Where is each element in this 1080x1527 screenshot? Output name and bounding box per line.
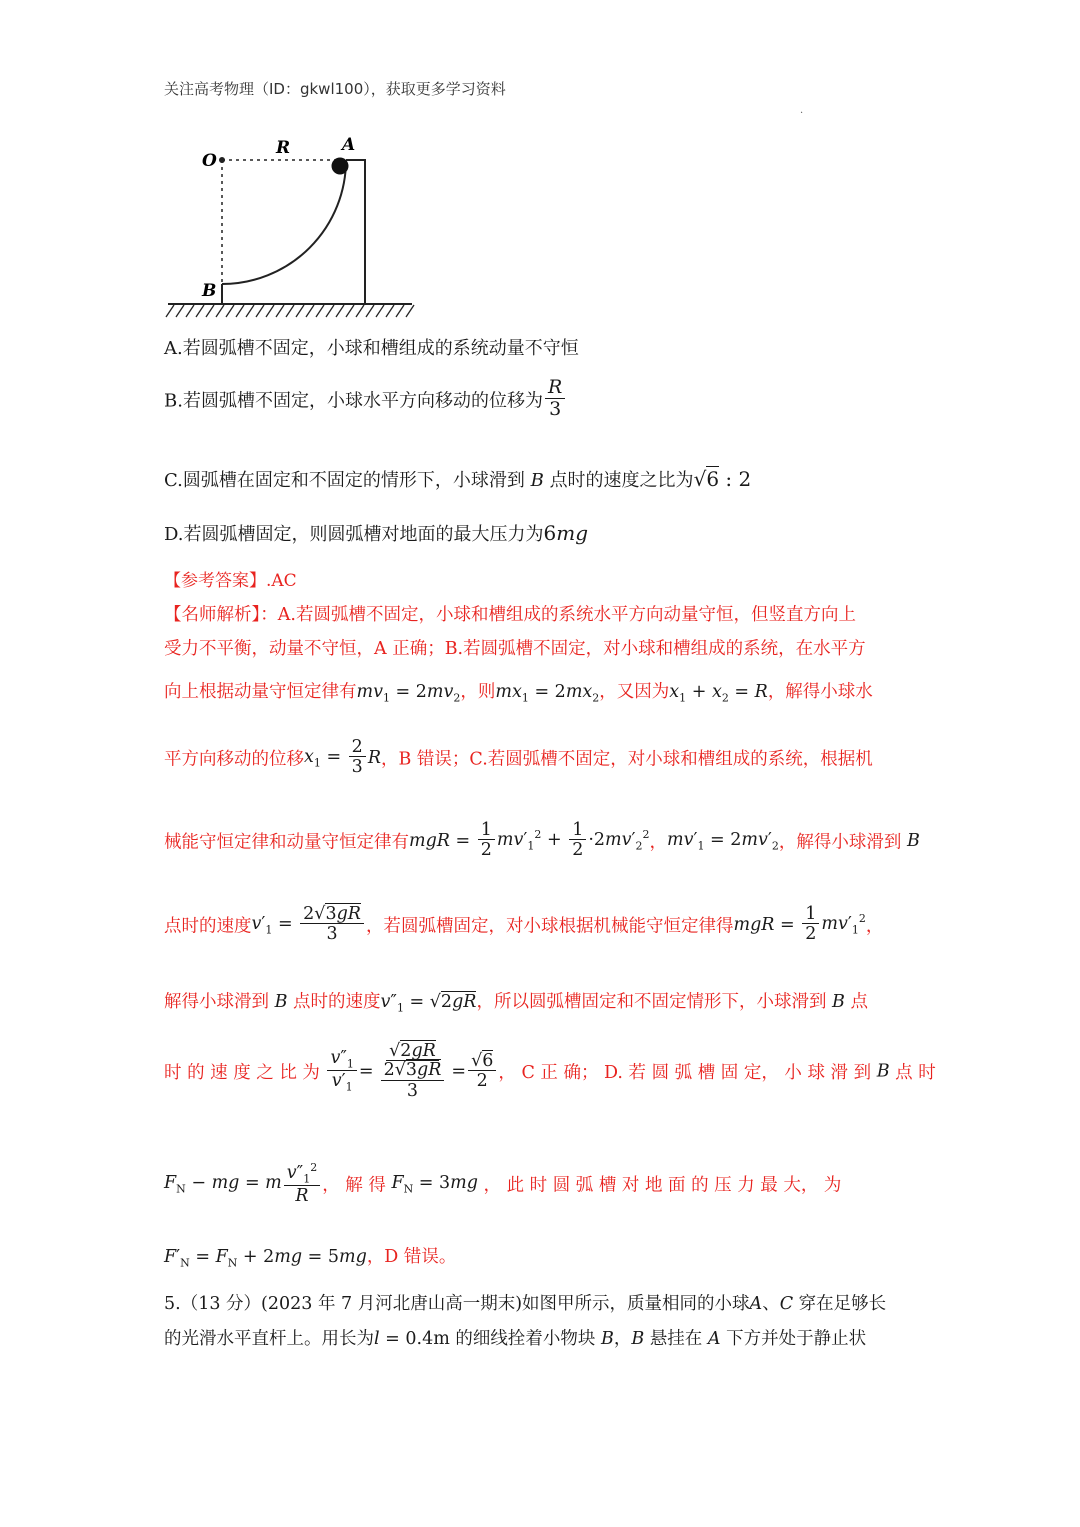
label-b: B bbox=[202, 281, 217, 301]
option-b: B.若圆弧槽不固定，小球水平方向移动的位移为 $\frac{R}{3}$ bbox=[164, 378, 567, 421]
analysis-line-1: 【名师解析】：A.若圆弧槽不固定，小球和槽组成的系统水平方向动量守恒，但竖直方向上 bbox=[164, 605, 856, 625]
option-a: A.若圆弧槽不固定，小球和槽组成的系统动量不守恒 bbox=[164, 338, 579, 359]
answer: 【参考答案】.AC bbox=[164, 571, 297, 591]
groove-figure bbox=[160, 128, 420, 320]
analysis-line-8: 时 的 速 度 之 比 为 $\frac{v''_1}{v'_1}$ = $\frac{√2gR}{\frac{2√3gR}{3}}$ = $\frac{√6}{2}$ ， C 正 确； D. 若 圆 弧 槽 固 定， 小 球 滑 到 B 点 时 bbox=[164, 1041, 936, 1101]
analysis-line-7: 解得小球滑到 B 点时的速度$v''_1 = √2gR$，所以圆弧槽固定和不固定情形下，小球滑到 B 点 bbox=[164, 992, 868, 1015]
label-o: O bbox=[202, 151, 217, 171]
analysis-line-2: 受力不平衡，动量不守恒，A 正确；B.若圆弧槽不固定，对小球和槽组成的系统，在水平方 bbox=[164, 639, 866, 659]
question-5-line-2: 的光滑水平直杆上。用长为l = 0.4m 的细线拴着小物块 B，B 悬挂在 A 下方并处于静止状 bbox=[164, 1329, 867, 1349]
page-header: 关注高考物理（ID：gkwl100），获取更多学习资料 bbox=[164, 80, 506, 98]
question-5-line-1: 5.（13 分）(2023 年 7 月河北唐山高一期末)如图甲所示，质量相同的小球A、C 穿在足够长 bbox=[164, 1294, 887, 1314]
analysis-line-6: 点时的速度$v'_1$ = $\frac{2√3gR}{3}$ ，若圆弧槽固定，对小球根据机械能守恒定律得mgR = $\frac{1}{2}$ $mv'_1^2$， bbox=[164, 904, 884, 945]
analysis-line-3: 向上根据动量守恒定律有$mv_1 = 2mv_2$，则$mx_1 = 2mx_2$，又因为$x_1 + x_2 = R$，解得小球水 bbox=[164, 682, 873, 705]
analysis-line-10: $F'_N = F_N + 2mg = 5mg$，D 错误。 bbox=[164, 1247, 457, 1270]
label-a: A bbox=[342, 135, 356, 155]
analysis-line-5: 械能守恒定律和动量守恒定律有mgR = $\frac{1}{2}$ $mv'_1^2$ + $\frac{1}{2}$ $\cdot 2mv'_2^2$，$mv'_1 = 2mv'_2$，解得小球滑到 B bbox=[164, 820, 920, 861]
analysis-line-4: 平方向移动的位移$x_1$ = $\frac{2}{3}$ R，B 错误；C.若圆弧槽不固定，对小球和槽组成的系统，根据机 bbox=[164, 737, 873, 778]
option-c: C.圆弧槽在固定和不固定的情形下，小球滑到 B 点时的速度之比为√6 : 2 bbox=[164, 467, 752, 491]
label-r: R bbox=[276, 138, 291, 158]
analysis-line-9: $F_N$ − mg = m $\frac{v''_1^2}{R}$ ， 解 得 $F_N = 3mg$ ， 此 时 圆 弧 槽 对 地 面 的 压 力 最 大， 为 bbox=[164, 1161, 842, 1206]
corner-mark: · bbox=[800, 108, 804, 119]
option-d: D.若圆弧槽固定，则圆弧槽对地面的最大压力为6mg bbox=[164, 521, 589, 545]
